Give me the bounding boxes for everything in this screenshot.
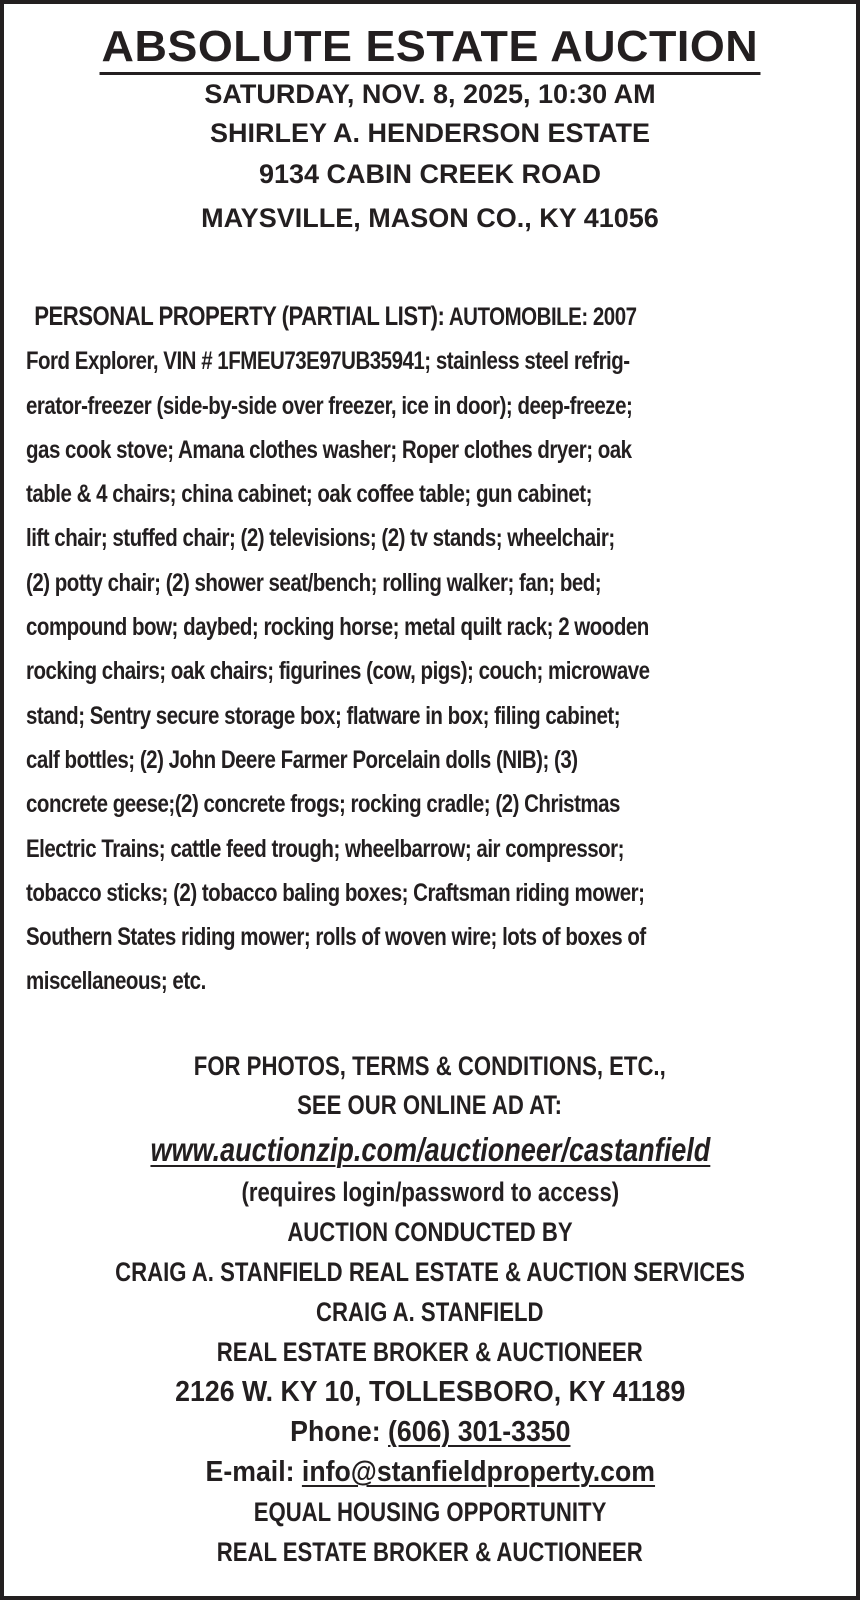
email-line: [4, 1454, 856, 1490]
estate-name: SHIRLEY A. HENDERSON ESTATE: [209, 118, 651, 148]
auctioneer-role: REAL ESTATE BROKER & AUCTIONEER: [216, 1337, 644, 1367]
company-name: CRAIG A. STANFIELD REAL ESTATE & AUCTION SERVICES: [115, 1257, 745, 1287]
property-list-line: miscellaneous; etc.: [26, 967, 206, 996]
auction-url-line: [4, 1129, 856, 1173]
property-list: [26, 294, 846, 1004]
auctioneer-name: CRAIG A. STANFIELD: [316, 1297, 544, 1327]
estate-street: 9134 CABIN CREEK ROAD: [258, 159, 602, 189]
property-list-line: compound bow; daybed; rocking horse; metal quilt rack; 2 wooden: [26, 613, 649, 642]
property-list-line: tobacco sticks; (2) tobacco baling boxes; Craftsman riding mower;: [26, 878, 645, 907]
property-heading: PERSONAL PROPERTY (PARTIAL LIST):: [34, 301, 445, 331]
property-list-line: (2) potty chair; (2) shower seat/bench; rolling walker; fan; bed;: [26, 568, 602, 597]
email-link[interactable]: info@stanfieldproperty.com: [301, 1456, 655, 1488]
property-list-line: PERSONAL PROPERTY (PARTIAL LIST): AUTOMOBILE: 2007: [34, 301, 637, 331]
login-note: (requires login/password to access): [241, 1177, 619, 1207]
property-list-line: lift chair; stuffed chair; (2) televisions; (2) tv stands; wheelchair;: [26, 524, 615, 553]
email-label: E-mail:: [205, 1456, 295, 1488]
phone-label: Phone:: [289, 1416, 381, 1448]
auction-date-time: SATURDAY, NOV. 8, 2025, 10:30 AM: [204, 79, 656, 109]
ad-title: [4, 22, 856, 75]
property-list-line: calf bottles; (2) John Deere Farmer Porcelain dolls (NIB); (3): [26, 745, 578, 774]
property-list-line: Southern States riding mower; rolls of woven wire; lots of boxes of: [26, 923, 646, 952]
property-list-line: Electric Trains; cattle feed trough; wheelbarrow; air compressor;: [26, 834, 624, 863]
auctioneer-address: 2126 W. KY 10, TOLLESBORO, KY 41189: [174, 1376, 686, 1408]
phone-line: [4, 1414, 856, 1450]
property-list-line: rocking chairs; oak chairs; figurines (cow, pigs); couch; microwave: [26, 657, 650, 686]
auction-url-link[interactable]: www.auctionzip.com/auctioneer/castanfield: [150, 1131, 710, 1168]
property-list-line: Ford Explorer, VIN # 1FMEU73E97UB35941; stainless steel refrig-: [26, 347, 630, 376]
ad-title-text: ABSOLUTE ESTATE AUCTION: [100, 22, 761, 75]
property-list-line: table & 4 chairs; china cabinet; oak coffee table; gun cabinet;: [26, 480, 592, 509]
online-ad-line: SEE OUR ONLINE AD AT:: [297, 1090, 563, 1120]
equal-housing-line: EQUAL HOUSING OPPORTUNITY: [253, 1497, 607, 1527]
phone-link[interactable]: (606) 301-3350: [387, 1416, 571, 1448]
property-list-line: stand; Sentry secure storage box; flatware in box; filing cabinet;: [26, 701, 621, 730]
property-list-line: erator-freezer (side-by-side over freezer, ice in door); deep-freeze;: [26, 391, 633, 420]
photos-terms-line: FOR PHOTOS, TERMS & CONDITIONS, ETC.,: [194, 1051, 666, 1081]
conducted-by-line: AUCTION CONDUCTED BY: [287, 1217, 573, 1247]
estate-city-line: MAYSVILLE, MASON CO., KY 41056: [201, 203, 659, 233]
property-list-line: gas cook stove; Amana clothes washer; Roper clothes dryer; oak: [26, 435, 632, 464]
broker-auctioneer-line: REAL ESTATE BROKER & AUCTIONEER: [216, 1537, 644, 1567]
property-list-line: concrete geese;(2) concrete frogs; rocking cradle; (2) Christmas: [26, 790, 620, 819]
